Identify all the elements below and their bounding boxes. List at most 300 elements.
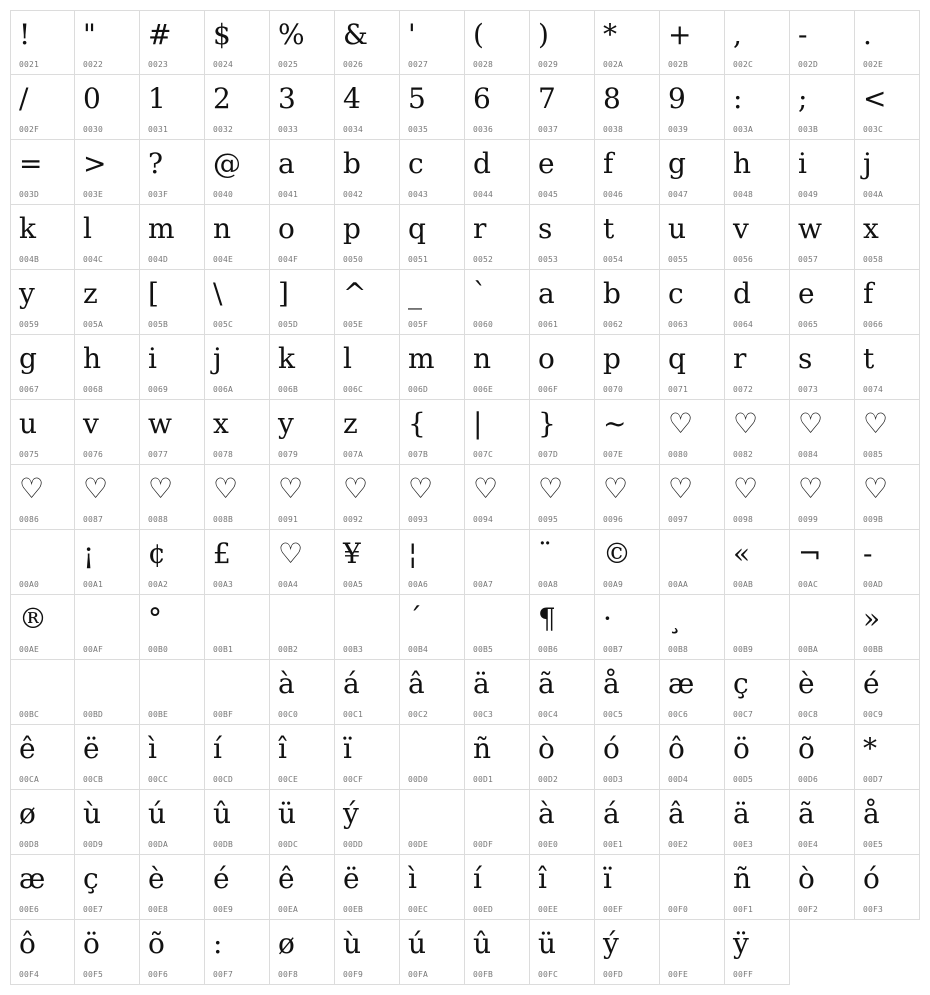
- glyph-cell: [465, 595, 530, 660]
- glyph-code: 0031: [148, 125, 169, 134]
- glyph-code: 005C: [213, 320, 234, 329]
- glyph-cell: [530, 140, 595, 205]
- glyph-char: ]: [278, 277, 289, 310]
- glyph-code: 0070: [603, 385, 624, 394]
- glyph-code: 007D: [538, 450, 559, 459]
- glyph-cell: [595, 75, 660, 140]
- glyph-code: 0079: [278, 450, 299, 459]
- glyph-code: 0077: [148, 450, 169, 459]
- glyph-cell: [855, 140, 920, 205]
- glyph-code: 004B: [19, 255, 40, 264]
- glyph-cell: [530, 790, 595, 855]
- glyph-char: ♡: [213, 472, 239, 505]
- glyph-code: 00ED: [473, 905, 494, 914]
- glyph-char: ì: [408, 862, 417, 895]
- glyph-char: 3: [278, 82, 296, 115]
- glyph-cell: [595, 140, 660, 205]
- glyph-cell: [75, 920, 140, 985]
- glyph-char: ♡: [668, 407, 694, 440]
- glyph-code: 0059: [19, 320, 40, 329]
- glyph-cell: [335, 205, 400, 270]
- glyph-code: 00A9: [603, 580, 624, 589]
- glyph-cell: [335, 140, 400, 205]
- glyph-char: ♡: [733, 472, 759, 505]
- glyph-code: 00BF: [213, 710, 234, 719]
- glyph-char: ¡: [83, 537, 95, 570]
- glyph-char: *: [603, 18, 617, 51]
- glyph-char: ø: [19, 797, 36, 830]
- glyph-code: 00AD: [863, 580, 884, 589]
- glyph-code: 0023: [148, 60, 169, 69]
- glyph-char: [: [148, 277, 159, 310]
- glyph-char: ♡: [148, 472, 174, 505]
- glyph-cell: [465, 400, 530, 465]
- glyph-code: 00AF: [83, 645, 104, 654]
- glyph-cell: [400, 920, 465, 985]
- glyph-cell: [10, 465, 75, 530]
- glyph-code: 00CB: [83, 775, 104, 784]
- glyph-cell: [205, 205, 270, 270]
- glyph-cell: [725, 790, 790, 855]
- glyph-char: «: [733, 537, 751, 570]
- glyph-code: 00CA: [19, 775, 40, 784]
- glyph-cell: [660, 270, 725, 335]
- glyph-cell: [400, 790, 465, 855]
- glyph-code: 00FD: [603, 970, 624, 979]
- glyph-code: 0036: [473, 125, 494, 134]
- glyph-char: y: [19, 277, 35, 310]
- glyph-cell: [335, 10, 400, 75]
- glyph-cell: [595, 335, 660, 400]
- glyph-cell: [140, 725, 205, 790]
- glyph-code: 00C1: [343, 710, 364, 719]
- glyph-char: u: [668, 212, 687, 245]
- glyph-char: ý: [343, 797, 359, 830]
- glyph-code: 0064: [733, 320, 754, 329]
- glyph-char: m: [148, 212, 175, 245]
- glyph-code: 003C: [863, 125, 884, 134]
- glyph-cell: [335, 335, 400, 400]
- glyph-cell: [10, 725, 75, 790]
- glyph-cell: [75, 855, 140, 920]
- glyph-char: æ: [19, 862, 46, 895]
- glyph-char: ú: [148, 797, 167, 830]
- glyph-code: 0057: [798, 255, 819, 264]
- glyph-cell: [75, 270, 140, 335]
- glyph-char: ®: [19, 602, 47, 635]
- glyph-char: ': [408, 18, 416, 51]
- glyph-code: 00CF: [343, 775, 364, 784]
- glyph-cell: [725, 205, 790, 270]
- glyph-code: 0066: [863, 320, 884, 329]
- glyph-code: 00F6: [148, 970, 169, 979]
- glyph-char: 7: [538, 82, 556, 115]
- glyph-cell: [335, 270, 400, 335]
- glyph-code: 0034: [343, 125, 364, 134]
- glyph-code: 0076: [83, 450, 104, 459]
- glyph-char: _: [408, 277, 422, 310]
- glyph-code: 009B: [863, 515, 884, 524]
- glyph-code: 00CE: [278, 775, 299, 784]
- glyph-char: ä: [733, 797, 750, 830]
- glyph-cell: [660, 725, 725, 790]
- glyph-code: 00BD: [83, 710, 104, 719]
- glyph-char: ù: [343, 927, 362, 960]
- glyph-code: 00E5: [863, 840, 884, 849]
- glyph-code: 0088: [148, 515, 169, 524]
- glyph-code: 00D9: [83, 840, 104, 849]
- glyph-char: ♡: [603, 472, 629, 505]
- glyph-cell: [595, 660, 660, 725]
- glyph-char: c: [408, 147, 424, 180]
- glyph-char: <: [863, 82, 887, 115]
- glyph-char: à: [538, 797, 555, 830]
- glyph-code: 0060: [473, 320, 494, 329]
- glyph-code: 002A: [603, 60, 624, 69]
- glyph-char: y: [278, 407, 294, 440]
- glyph-char: -: [863, 537, 873, 570]
- glyph-cell: [465, 790, 530, 855]
- glyph-cell: [270, 530, 335, 595]
- glyph-char: ♡: [798, 407, 824, 440]
- glyph-cell: [595, 595, 660, 660]
- glyph-code: 0026: [343, 60, 364, 69]
- glyph-cell: [270, 595, 335, 660]
- glyph-cell: [660, 855, 725, 920]
- glyph-cell: [400, 140, 465, 205]
- glyph-cell: [205, 920, 270, 985]
- glyph-cell: [335, 920, 400, 985]
- glyph-char: :: [733, 82, 743, 115]
- glyph-cell: [335, 855, 400, 920]
- glyph-cell: [725, 725, 790, 790]
- glyph-char: ó: [863, 862, 880, 895]
- glyph-cell: [335, 595, 400, 660]
- glyph-cell: [855, 595, 920, 660]
- glyph-code: 0021: [19, 60, 40, 69]
- glyph-char: ♡: [83, 472, 109, 505]
- glyph-cell: [725, 855, 790, 920]
- glyph-code: 00D7: [863, 775, 884, 784]
- glyph-cell: [790, 855, 855, 920]
- glyph-code: 00BE: [148, 710, 169, 719]
- glyph-char: ,: [733, 18, 742, 51]
- glyph-cell: [790, 530, 855, 595]
- glyph-cell: [270, 75, 335, 140]
- glyph-char: p: [343, 212, 361, 245]
- glyph-cell: [530, 10, 595, 75]
- glyph-char: }: [538, 407, 556, 440]
- glyph-cell: [140, 335, 205, 400]
- glyph-code: 0067: [19, 385, 40, 394]
- glyph-cell: [855, 855, 920, 920]
- glyph-cell: [335, 75, 400, 140]
- glyph-cell: [790, 790, 855, 855]
- glyph-char: ~: [603, 407, 627, 440]
- glyph-cell: [790, 465, 855, 530]
- glyph-char: ò: [798, 862, 815, 895]
- glyph-code: 00D1: [473, 775, 494, 784]
- glyph-char: o: [538, 342, 555, 375]
- glyph-code: 00B7: [603, 645, 624, 654]
- glyph-cell: [855, 725, 920, 790]
- glyph-code: 00A4: [278, 580, 299, 589]
- glyph-code: 00EA: [278, 905, 299, 914]
- glyph-char: k: [19, 212, 36, 245]
- glyph-code: 00CD: [213, 775, 234, 784]
- glyph-code: 0093: [408, 515, 429, 524]
- glyph-char: ã: [798, 797, 815, 830]
- glyph-cell: [10, 75, 75, 140]
- glyph-cell: [530, 400, 595, 465]
- glyph-code: 006F: [538, 385, 559, 394]
- glyph-cell: [140, 660, 205, 725]
- glyph-char: b: [343, 147, 361, 180]
- glyph-cell: [530, 530, 595, 595]
- glyph-code: 0046: [603, 190, 624, 199]
- glyph-cell: [270, 400, 335, 465]
- glyph-code: 00E8: [148, 905, 169, 914]
- glyph-char: ): [538, 18, 549, 51]
- glyph-cell: [855, 400, 920, 465]
- glyph-char: ·: [603, 602, 612, 635]
- glyph-code: 004A: [863, 190, 884, 199]
- glyph-code: 00E7: [83, 905, 104, 914]
- glyph-char: q: [668, 342, 686, 375]
- glyph-code: 0033: [278, 125, 299, 134]
- glyph-code: 005B: [148, 320, 169, 329]
- glyph-code: 003F: [148, 190, 169, 199]
- glyph-code: 0063: [668, 320, 689, 329]
- glyph-cell: [335, 465, 400, 530]
- glyph-cell: [790, 10, 855, 75]
- glyph-code: 007C: [473, 450, 494, 459]
- glyph-cell: [205, 400, 270, 465]
- glyph-char: í: [213, 732, 222, 765]
- glyph-code: 00D2: [538, 775, 559, 784]
- glyph-code: 0092: [343, 515, 364, 524]
- glyph-char: \: [213, 277, 223, 310]
- glyph-code: 00E4: [798, 840, 819, 849]
- glyph-cell: [595, 270, 660, 335]
- glyph-char: &: [343, 18, 368, 51]
- glyph-cell: [75, 595, 140, 660]
- glyph-cell: [400, 855, 465, 920]
- glyph-cell: [465, 205, 530, 270]
- glyph-cell: [595, 530, 660, 595]
- glyph-char: ÿ: [733, 927, 749, 960]
- glyph-char: ♡: [538, 472, 564, 505]
- glyph-cell: [10, 855, 75, 920]
- glyph-code: 00E3: [733, 840, 754, 849]
- glyph-cell: [400, 205, 465, 270]
- glyph-char: >: [83, 147, 107, 180]
- glyph-code: 00D3: [603, 775, 624, 784]
- glyph-code: 0051: [408, 255, 429, 264]
- glyph-char: $: [213, 18, 231, 51]
- glyph-code: 0085: [863, 450, 884, 459]
- glyph-char: (: [473, 18, 484, 51]
- glyph-code: 0097: [668, 515, 689, 524]
- glyph-code: 0045: [538, 190, 559, 199]
- glyph-cell: [465, 855, 530, 920]
- glyph-char: ♡: [408, 472, 434, 505]
- glyph-cell: [725, 270, 790, 335]
- glyph-code: 00E2: [668, 840, 689, 849]
- glyph-char: é: [863, 667, 880, 700]
- glyph-char: ó: [603, 732, 620, 765]
- glyph-cell: [790, 595, 855, 660]
- glyph-code: 0054: [603, 255, 624, 264]
- glyph-char: a: [538, 277, 555, 310]
- glyph-code: 00F7: [213, 970, 234, 979]
- glyph-char: ♡: [863, 407, 889, 440]
- glyph-cell: [725, 660, 790, 725]
- glyph-code: 00E1: [603, 840, 624, 849]
- glyph-char: ¶: [538, 602, 556, 635]
- glyph-cell: [140, 595, 205, 660]
- glyph-char: £: [213, 537, 231, 570]
- glyph-code: 004C: [83, 255, 104, 264]
- glyph-cell: [400, 595, 465, 660]
- glyph-char: ï: [603, 862, 612, 895]
- glyph-cell: [205, 855, 270, 920]
- glyph-char: é: [213, 862, 230, 895]
- glyph-char: â: [668, 797, 685, 830]
- glyph-cell: [530, 75, 595, 140]
- glyph-cell: [530, 660, 595, 725]
- glyph-char: t: [863, 342, 875, 375]
- glyph-cell: [725, 530, 790, 595]
- glyph-cell: [205, 660, 270, 725]
- glyph-code: 00EE: [538, 905, 559, 914]
- glyph-cell: [400, 75, 465, 140]
- glyph-cell: [725, 10, 790, 75]
- glyph-cell: [465, 335, 530, 400]
- glyph-cell: [205, 10, 270, 75]
- glyph-code: 0075: [19, 450, 40, 459]
- glyph-code: 005A: [83, 320, 104, 329]
- glyph-char: õ: [798, 732, 815, 765]
- glyph-cell: [335, 530, 400, 595]
- glyph-char: 8: [603, 82, 621, 115]
- glyph-code: 00AE: [19, 645, 40, 654]
- glyph-char: d: [473, 147, 491, 180]
- glyph-char: p: [603, 342, 621, 375]
- glyph-char: ^: [343, 277, 367, 310]
- glyph-char: :: [213, 927, 223, 960]
- glyph-code: 00C0: [278, 710, 299, 719]
- glyph-cell: [10, 920, 75, 985]
- glyph-cell: [75, 140, 140, 205]
- glyph-char: n: [213, 212, 232, 245]
- glyph-char: q: [408, 212, 426, 245]
- glyph-char: v: [83, 407, 99, 440]
- glyph-char: á: [343, 667, 360, 700]
- glyph-cell: [790, 660, 855, 725]
- glyph-code: 0069: [148, 385, 169, 394]
- glyph-code: 0074: [863, 385, 884, 394]
- glyph-cell: [530, 270, 595, 335]
- glyph-cell: [270, 660, 335, 725]
- glyph-cell: [205, 595, 270, 660]
- glyph-char: #: [148, 18, 172, 51]
- glyph-char: !: [19, 18, 31, 51]
- glyph-cell: [595, 920, 660, 985]
- glyph-cell: [790, 75, 855, 140]
- glyph-char: {: [408, 407, 426, 440]
- glyph-char: ?: [148, 147, 164, 180]
- glyph-cell: [140, 140, 205, 205]
- glyph-code: 00F0: [668, 905, 689, 914]
- glyph-code: 0086: [19, 515, 40, 524]
- glyph-char: ç: [733, 667, 749, 700]
- glyph-cell: [270, 335, 335, 400]
- glyph-cell: [595, 10, 660, 75]
- glyph-cell: [140, 270, 205, 335]
- glyph-cell: [205, 465, 270, 530]
- glyph-cell: [530, 725, 595, 790]
- glyph-code: 0080: [668, 450, 689, 459]
- glyph-cell: [400, 725, 465, 790]
- glyph-code: 0029: [538, 60, 559, 69]
- glyph-char: æ: [668, 667, 695, 700]
- glyph-char: *: [863, 732, 877, 765]
- glyph-char: ©: [603, 537, 631, 570]
- glyph-code: 00BB: [863, 645, 884, 654]
- glyph-char: o: [278, 212, 295, 245]
- glyph-char: ¨: [538, 537, 552, 570]
- glyph-cell: [335, 400, 400, 465]
- glyph-char: c: [668, 277, 684, 310]
- glyph-code: 0099: [798, 515, 819, 524]
- glyph-cell: [400, 465, 465, 530]
- glyph-code: 006B: [278, 385, 299, 394]
- glyph-code: 0040: [213, 190, 234, 199]
- glyph-code: 00E0: [538, 840, 559, 849]
- glyph-code: 0053: [538, 255, 559, 264]
- glyph-char: ü: [538, 927, 557, 960]
- glyph-cell: [660, 75, 725, 140]
- glyph-cell: [790, 335, 855, 400]
- glyph-char: %: [278, 18, 305, 51]
- glyph-code: 00D8: [19, 840, 40, 849]
- glyph-char: i: [148, 342, 157, 375]
- glyph-code: 007E: [603, 450, 624, 459]
- glyph-cell: [10, 270, 75, 335]
- glyph-code: 00B8: [668, 645, 689, 654]
- glyph-cell: [10, 660, 75, 725]
- glyph-code: 00AA: [668, 580, 689, 589]
- glyph-cell: [660, 530, 725, 595]
- glyph-code: 00A5: [343, 580, 364, 589]
- glyph-char: z: [83, 277, 98, 310]
- glyph-code: 002F: [19, 125, 40, 134]
- glyph-code: 002E: [863, 60, 884, 69]
- glyph-code: 00FB: [473, 970, 494, 979]
- glyph-cell: [10, 335, 75, 400]
- glyph-code: 0028: [473, 60, 494, 69]
- glyph-char: ñ: [733, 862, 752, 895]
- glyph-cell: [595, 855, 660, 920]
- glyph-code: 00B6: [538, 645, 559, 654]
- glyph-char: /: [19, 82, 29, 115]
- glyph-cell: [335, 660, 400, 725]
- glyph-char: 6: [473, 82, 491, 115]
- glyph-code: 00E9: [213, 905, 234, 914]
- glyph-code: 005F: [408, 320, 429, 329]
- glyph-code: 00F3: [863, 905, 884, 914]
